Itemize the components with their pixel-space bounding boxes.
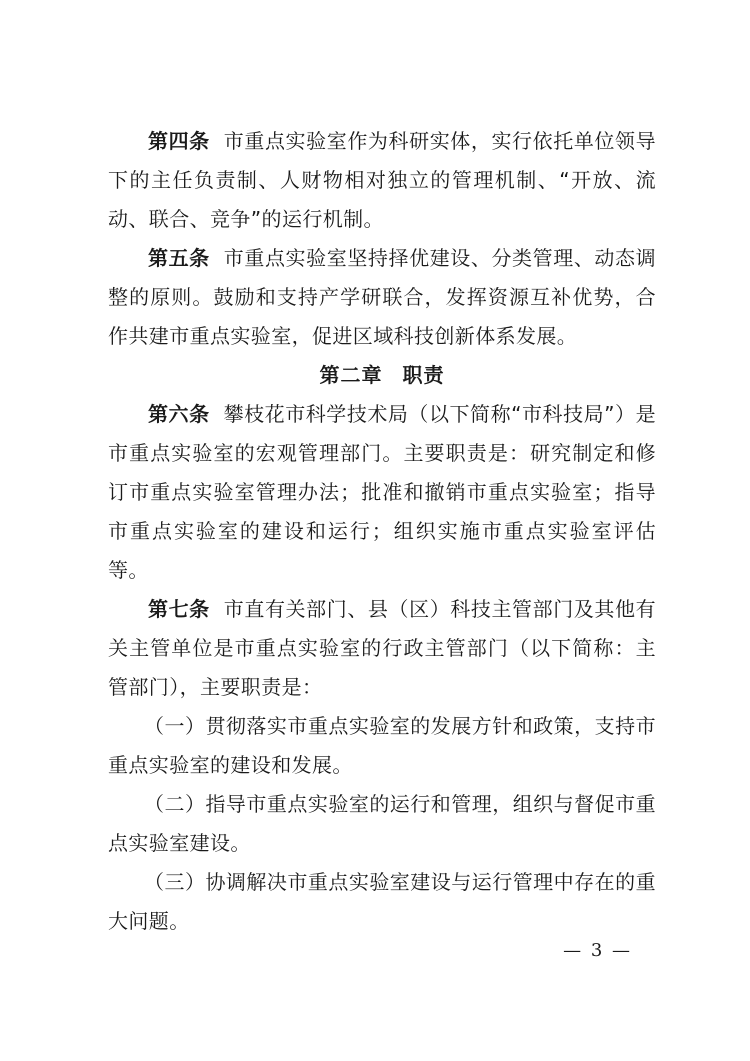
- article-6-label: 第六条: [148, 402, 210, 426]
- article-5-label: 第五条: [148, 246, 210, 270]
- article-5-paragraph: [108, 239, 656, 356]
- article-7-item-2: （二）指导市重点实验室的运行和管理，组织与督促市重点实验室建设。: [108, 792, 656, 855]
- article-6-text: 攀枝花市科学技术局（以下简称“市科技局”）是市重点实验室的宏观管理部门。主要职责是：研究制定和修订市重点实验室管理办法；批准和撤销市重点实验室；指导市重点实验室的建设和运行；组织实施市重点实验室评估等。: [108, 402, 656, 582]
- article-4-label: 第四条: [148, 129, 210, 153]
- article-6-paragraph: [108, 395, 656, 590]
- chapter-2-number: 第二章: [319, 363, 383, 387]
- article-7-item-1: （一）贯彻落实市重点实验室的发展方针和政策，支持市重点实验室的建设和发展。: [108, 714, 656, 777]
- chapter-2-heading: [108, 356, 656, 395]
- chapter-2-title: 职责: [402, 363, 445, 387]
- page-number: — 3 —: [563, 940, 632, 961]
- article-7-label: 第七条: [148, 597, 210, 621]
- article-5-text: 市重点实验室坚持择优建设、分类管理、动态调整的原则。鼓励和支持产学研联合，发挥资源互补优势，合作共建市重点实验室，促进区域科技创新体系发展。: [108, 246, 656, 348]
- article-7-paragraph: [108, 590, 656, 707]
- article-4-text: 市重点实验室作为科研实体，实行依托单位领导下的主任负责制、人财物相对独立的管理机制、“开放、流动、联合、竞争”的运行机制。: [108, 129, 656, 231]
- document-body: [108, 122, 656, 941]
- article-4-paragraph: [108, 122, 656, 239]
- article-7-text: 市直有关部门、县（区）科技主管部门及其他有关主管单位是市重点实验室的行政主管部门（以下简称：主管部门），主要职责是：: [108, 597, 656, 699]
- article-7-item-3: （三）协调解决市重点实验室建设与运行管理中存在的重大问题。: [108, 870, 656, 933]
